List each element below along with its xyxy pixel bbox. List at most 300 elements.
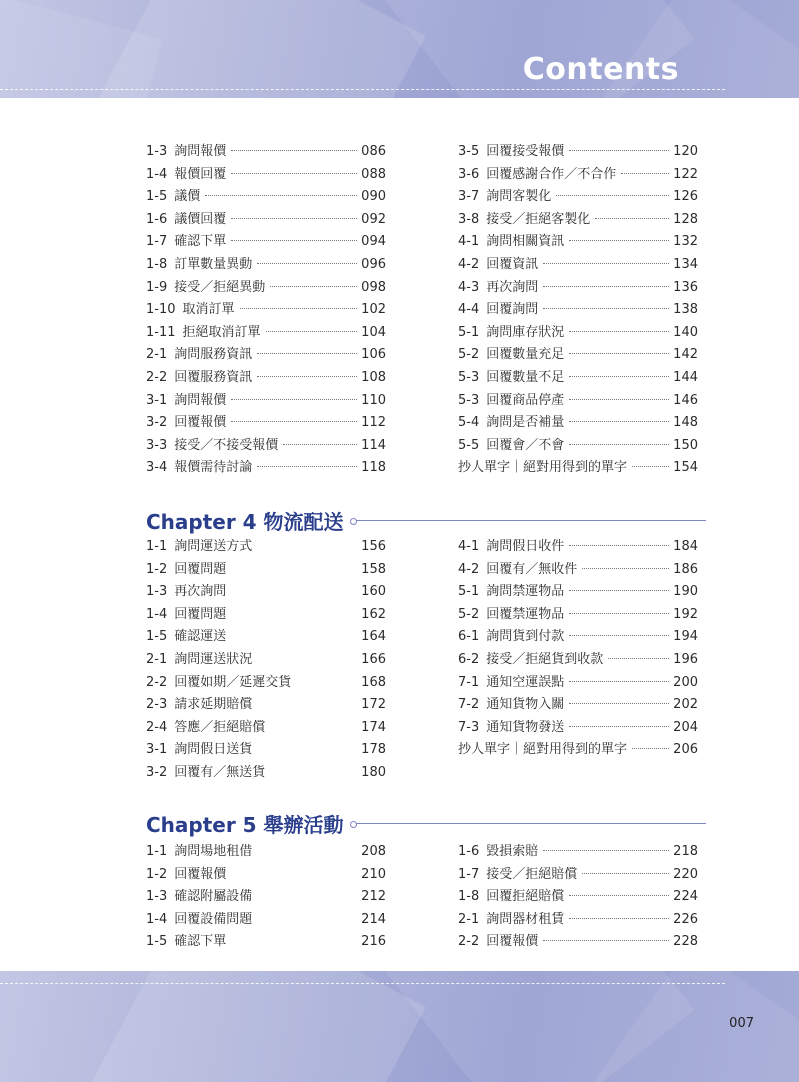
toc-entry-title: 拒絕取消訂單 xyxy=(182,324,261,340)
toc-entry-title: 回覆數量充足 xyxy=(486,347,565,363)
toc-leader-dots xyxy=(569,353,669,354)
toc-entry-title: 抄人單字｜絕對用得到的單字 xyxy=(458,742,628,758)
toc-entry[interactable] xyxy=(458,559,698,582)
toc-entry-title: 回覆問題 xyxy=(174,606,227,622)
toc-entry-page: 166 xyxy=(361,651,386,667)
toc-entry-title: 通知貨物發送 xyxy=(486,719,565,735)
toc-leader-dots xyxy=(231,613,357,614)
toc-leader-dots xyxy=(231,399,357,400)
toc-entry-page: 200 xyxy=(673,674,698,690)
toc-leader-dots xyxy=(257,895,357,896)
toc-entry-title: 詢問器材租賃 xyxy=(486,911,565,927)
toc-entry-title: 詢問假日收件 xyxy=(486,539,565,554)
toc-entry-number: 1-10 xyxy=(146,302,176,318)
toc-leader-dots xyxy=(257,658,357,659)
toc-entry-title: 回覆商品停產 xyxy=(486,392,565,408)
toc-entry-title: 議價 xyxy=(174,189,201,205)
toc-leader-dots xyxy=(569,681,669,682)
toc-entry[interactable] xyxy=(458,886,698,909)
toc-column-right xyxy=(458,141,698,480)
toc-entry-title: 報價回覆 xyxy=(174,166,227,182)
toc-entry-title: 接受／拒絕異動 xyxy=(174,279,266,295)
toc-entry[interactable] xyxy=(458,581,698,604)
toc-leader-dots xyxy=(270,726,357,727)
page-number: 007 xyxy=(729,1016,754,1031)
toc-leader-dots xyxy=(231,873,357,874)
toc-entry-page: 092 xyxy=(361,211,386,227)
toc-leader-dots xyxy=(569,331,669,332)
toc-leader-dots xyxy=(569,635,669,636)
toc-entry[interactable] xyxy=(458,412,698,435)
toc-entry[interactable] xyxy=(146,457,386,480)
toc-leader-dots xyxy=(257,353,357,354)
toc-entry-title: 詢問是否補量 xyxy=(486,415,565,431)
toc-leader-dots xyxy=(569,444,669,445)
toc-entry-number: 5-2 xyxy=(458,347,480,363)
toc-column-right xyxy=(458,536,698,762)
toc-entry-page: 144 xyxy=(673,369,698,385)
toc-entry-title: 回覆有／無收件 xyxy=(486,561,578,577)
toc-leader-dots xyxy=(231,568,357,569)
footer-band xyxy=(0,971,799,1082)
toc-entry[interactable] xyxy=(458,367,698,390)
toc-column-left xyxy=(146,536,386,785)
toc-entry-page: 108 xyxy=(361,369,386,385)
toc-entry[interactable] xyxy=(146,412,386,435)
toc-entry-number: 3-4 xyxy=(146,460,168,476)
toc-entry-page: 196 xyxy=(673,651,698,667)
toc-entry[interactable] xyxy=(146,909,386,932)
toc-entry[interactable] xyxy=(146,322,386,345)
toc-entry[interactable] xyxy=(458,164,698,187)
toc-leader-dots xyxy=(257,748,357,749)
toc-entry-title: 接受／拒絕貨到收款 xyxy=(486,651,604,667)
toc-entry-title: 詢問禁運物品 xyxy=(486,584,565,600)
toc-entry-number: 2-1 xyxy=(146,347,168,363)
toc-leader-dots xyxy=(296,681,357,682)
toc-entry-number: 1-11 xyxy=(146,324,176,340)
toc-entry[interactable] xyxy=(146,841,386,864)
toc-entry-page: 190 xyxy=(673,584,698,600)
toc-entry[interactable] xyxy=(146,626,386,649)
toc-leader-dots xyxy=(231,240,357,241)
footer-dashed-line xyxy=(0,983,725,984)
toc-entry[interactable] xyxy=(458,457,698,480)
chapter-rule xyxy=(356,823,706,824)
toc-entry-number: 2-1 xyxy=(146,651,168,667)
toc-entry-title: 回覆服務資訊 xyxy=(174,369,253,385)
toc-entry[interactable] xyxy=(458,694,698,717)
toc-entry[interactable] xyxy=(146,299,386,322)
toc-entry-title: 回覆詢問 xyxy=(486,302,539,318)
toc-entry-title: 詢問相關資訊 xyxy=(486,234,565,250)
toc-entry-page: 148 xyxy=(673,415,698,431)
toc-entry-number: 3-1 xyxy=(146,392,168,408)
toc-entry-number: 2-2 xyxy=(146,674,168,690)
toc-entry[interactable] xyxy=(458,390,698,413)
toc-entry-title: 詢問場地租借 xyxy=(174,844,253,859)
toc-entry[interactable] xyxy=(458,299,698,322)
toc-entry-page: 158 xyxy=(361,561,386,577)
toc-entry[interactable] xyxy=(146,186,386,209)
toc-column-left xyxy=(146,141,386,480)
toc-entry-page: 226 xyxy=(673,911,698,927)
toc-entry-title: 詢問貨到付款 xyxy=(486,629,565,645)
toc-entry-number: 3-2 xyxy=(146,764,168,780)
toc-entry-number: 2-2 xyxy=(458,934,480,950)
toc-leader-dots xyxy=(543,850,669,851)
toc-leader-dots xyxy=(608,658,669,659)
toc-entry[interactable] xyxy=(458,672,698,695)
toc-leader-dots xyxy=(270,286,357,287)
toc-entry-number: 1-4 xyxy=(146,606,168,622)
toc-entry-page: 154 xyxy=(673,460,698,476)
toc-entry[interactable] xyxy=(146,141,386,164)
toc-leader-dots xyxy=(231,218,357,219)
toc-entry-title: 再次詢問 xyxy=(486,279,539,295)
toc-leader-dots xyxy=(266,331,358,332)
toc-entry-number: 1-3 xyxy=(146,889,168,905)
toc-leader-dots xyxy=(632,466,669,467)
toc-entry-page: 160 xyxy=(361,584,386,600)
toc-entry[interactable] xyxy=(146,694,386,717)
toc-entry-page: 102 xyxy=(361,302,386,318)
toc-leader-dots xyxy=(270,771,357,772)
toc-entry[interactable] xyxy=(146,672,386,695)
toc-entry[interactable] xyxy=(146,717,386,740)
toc-leader-dots xyxy=(543,263,669,264)
toc-entry-number: 4-4 xyxy=(458,302,480,318)
toc-entry-title: 回覆感謝合作／不合作 xyxy=(486,166,617,182)
toc-entry-page: 106 xyxy=(361,347,386,363)
toc-entry[interactable] xyxy=(458,277,698,300)
toc-entry[interactable] xyxy=(146,739,386,762)
toc-entry-title: 議價回覆 xyxy=(174,211,227,227)
toc-entry[interactable] xyxy=(146,604,386,627)
toc-leader-dots xyxy=(257,703,357,704)
toc-entry-title: 再次詢問 xyxy=(174,584,227,600)
toc-entry-number: 5-5 xyxy=(458,437,480,453)
toc-entry[interactable] xyxy=(458,931,698,954)
toc-entry[interactable] xyxy=(146,435,386,458)
toc-entry-number: 1-3 xyxy=(146,584,168,600)
toc-entry[interactable] xyxy=(458,604,698,627)
toc-entry-title: 回覆問題 xyxy=(174,561,227,577)
toc-entry-title: 回覆如期／延遲交貨 xyxy=(174,674,292,690)
toc-entry[interactable] xyxy=(146,581,386,604)
toc-entry-title: 詢問報價 xyxy=(174,392,227,408)
toc-entry-title: 詢問運送方式 xyxy=(174,539,253,554)
toc-entry-title: 訂單數量異動 xyxy=(174,256,253,272)
toc-leader-dots xyxy=(231,635,357,636)
toc-entry-page: 206 xyxy=(673,742,698,758)
toc-entry[interactable] xyxy=(458,322,698,345)
toc-entry-title: 答應／拒絕賠償 xyxy=(174,719,266,735)
toc-leader-dots xyxy=(632,748,669,749)
toc-entry-number: 1-9 xyxy=(146,279,168,295)
toc-entry-number: 3-5 xyxy=(458,144,480,159)
toc-leader-dots xyxy=(543,286,669,287)
toc-leader-dots xyxy=(569,895,669,896)
toc-entry-title: 詢問運送狀況 xyxy=(174,651,253,667)
toc-entry-page: 186 xyxy=(673,561,698,577)
toc-entry-number: 1-3 xyxy=(146,144,168,159)
toc-leader-dots xyxy=(240,308,358,309)
toc-entry-page: 104 xyxy=(361,324,386,340)
toc-entry-title: 回覆禁運物品 xyxy=(486,606,565,622)
toc-leader-dots xyxy=(231,421,357,422)
toc-entry-number: 1-2 xyxy=(146,561,168,577)
toc-entry-title: 回覆設備問題 xyxy=(174,911,253,927)
toc-leader-dots xyxy=(569,918,669,919)
toc-entry[interactable] xyxy=(146,649,386,672)
toc-entry[interactable] xyxy=(146,762,386,785)
toc-entry-page: 136 xyxy=(673,279,698,295)
chapter-heading xyxy=(146,505,706,535)
toc-leader-dots xyxy=(569,399,669,400)
toc-entry-number: 2-2 xyxy=(146,369,168,385)
toc-entry[interactable] xyxy=(458,141,698,164)
toc-leader-dots xyxy=(556,195,669,196)
toc-entry[interactable] xyxy=(458,649,698,672)
chapter-title: Chapter 4 物流配送 xyxy=(146,509,344,534)
toc-entry-title: 回覆報價 xyxy=(486,934,539,950)
toc-entry-page: 184 xyxy=(673,539,698,554)
toc-entry[interactable] xyxy=(146,559,386,582)
toc-entry-title: 毀損索賠 xyxy=(486,844,539,859)
toc-entry-number: 1-5 xyxy=(146,629,168,645)
toc-entry-title: 報價需待討論 xyxy=(174,460,253,476)
toc-entry-title: 確認下單 xyxy=(174,234,227,250)
toc-entry-page: 224 xyxy=(673,889,698,905)
toc-entry-page: 134 xyxy=(673,256,698,272)
toc-entry-page: 220 xyxy=(673,866,698,882)
toc-entry-page: 164 xyxy=(361,629,386,645)
toc-entry-page: 090 xyxy=(361,189,386,205)
toc-entry-page: 098 xyxy=(361,279,386,295)
toc-entry-title: 回覆資訊 xyxy=(486,256,539,272)
toc-leader-dots xyxy=(595,218,669,219)
toc-entry[interactable] xyxy=(458,344,698,367)
toc-entry-page: 228 xyxy=(673,934,698,950)
toc-entry[interactable] xyxy=(458,186,698,209)
toc-entry-title: 回覆報價 xyxy=(174,415,227,431)
toc-entry-page: 122 xyxy=(673,166,698,182)
toc-entry-page: 128 xyxy=(673,211,698,227)
toc-entry-page: 086 xyxy=(361,144,386,159)
toc-entry-number: 1-8 xyxy=(458,889,480,905)
toc-entry-number: 6-2 xyxy=(458,651,480,667)
toc-entry[interactable] xyxy=(146,536,386,559)
toc-entry-title: 回覆報價 xyxy=(174,866,227,882)
toc-entry[interactable] xyxy=(146,231,386,254)
toc-entry-page: 142 xyxy=(673,347,698,363)
toc-entry-page: 088 xyxy=(361,166,386,182)
toc-entry[interactable] xyxy=(146,164,386,187)
toc-entry-number: 4-1 xyxy=(458,539,480,554)
toc-entry-number: 5-3 xyxy=(458,392,480,408)
toc-leader-dots xyxy=(621,173,669,174)
chapter-heading xyxy=(146,808,706,838)
toc-entry[interactable] xyxy=(458,254,698,277)
toc-entry-number: 5-1 xyxy=(458,584,480,600)
toc-entry-page: 126 xyxy=(673,189,698,205)
toc-entry[interactable] xyxy=(146,254,386,277)
toc-column-right xyxy=(458,841,698,954)
toc-entry-number: 3-3 xyxy=(146,437,168,453)
toc-entry-title: 詢問庫存狀況 xyxy=(486,324,565,340)
toc-entry-title: 詢問報價 xyxy=(174,144,227,159)
toc-entry-page: 146 xyxy=(673,392,698,408)
toc-entry-number: 2-4 xyxy=(146,719,168,735)
toc-entry-number: 5-3 xyxy=(458,369,480,385)
toc-leader-dots xyxy=(257,376,357,377)
toc-entry-number: 4-2 xyxy=(458,561,480,577)
toc-entry[interactable] xyxy=(458,536,698,559)
toc-leader-dots xyxy=(543,308,669,309)
toc-entry-title: 回覆有／無送貨 xyxy=(174,764,266,780)
toc-entry[interactable] xyxy=(458,435,698,458)
toc-entry-page: 112 xyxy=(361,415,386,431)
toc-entry[interactable] xyxy=(458,739,698,762)
toc-entry[interactable] xyxy=(458,717,698,740)
toc-entry[interactable] xyxy=(146,864,386,887)
toc-leader-dots xyxy=(257,466,357,467)
toc-leader-dots xyxy=(257,850,357,851)
toc-entry-number: 3-2 xyxy=(146,415,168,431)
toc-entry[interactable] xyxy=(146,390,386,413)
toc-entry[interactable] xyxy=(146,209,386,232)
toc-entry-page: 218 xyxy=(673,844,698,859)
toc-entry-number: 1-6 xyxy=(458,844,480,859)
toc-entry-title: 通知空運誤點 xyxy=(486,674,565,690)
toc-entry-number: 3-1 xyxy=(146,742,168,758)
toc-leader-dots xyxy=(569,240,669,241)
toc-leader-dots xyxy=(283,444,357,445)
toc-leader-dots xyxy=(257,263,357,264)
header-facet xyxy=(74,0,426,98)
toc-leader-dots xyxy=(543,940,669,941)
toc-entry[interactable] xyxy=(146,886,386,909)
toc-entry-page: 208 xyxy=(361,844,386,859)
toc-leader-dots xyxy=(569,376,669,377)
toc-entry-number: 1-1 xyxy=(146,844,168,859)
toc-entry-page: 174 xyxy=(361,719,386,735)
toc-entry[interactable] xyxy=(458,909,698,932)
footer-facet xyxy=(74,971,426,1082)
toc-entry-number: 7-3 xyxy=(458,719,480,735)
toc-entry[interactable] xyxy=(458,864,698,887)
toc-entry-number: 2-1 xyxy=(458,911,480,927)
toc-entry-page: 156 xyxy=(361,539,386,554)
toc-entry-number: 6-1 xyxy=(458,629,480,645)
toc-entry-page: 168 xyxy=(361,674,386,690)
toc-leader-dots xyxy=(231,940,357,941)
toc-entry-number: 4-2 xyxy=(458,256,480,272)
toc-entry-number: 1-4 xyxy=(146,166,168,182)
toc-entry-title: 確認附屬設備 xyxy=(174,889,253,905)
toc-entry-number: 1-5 xyxy=(146,189,168,205)
toc-leader-dots xyxy=(569,545,669,546)
toc-entry[interactable] xyxy=(146,344,386,367)
toc-leader-dots xyxy=(582,568,669,569)
toc-entry-number: 1-7 xyxy=(458,866,480,882)
toc-entry-page: 194 xyxy=(673,629,698,645)
toc-entry-page: 118 xyxy=(361,460,386,476)
toc-entry-number: 1-7 xyxy=(146,234,168,250)
toc-leader-dots xyxy=(257,545,357,546)
toc-entry-title: 確認下單 xyxy=(174,934,227,950)
toc-entry-number: 1-5 xyxy=(146,934,168,950)
toc-entry-page: 172 xyxy=(361,697,386,713)
toc-entry-page: 150 xyxy=(673,437,698,453)
chapter-title: Chapter 5 舉辦活動 xyxy=(146,812,344,837)
chapter-rule xyxy=(356,520,706,521)
toc-leader-dots xyxy=(569,726,669,727)
toc-entry-number: 7-1 xyxy=(458,674,480,690)
toc-entry-title: 詢問客製化 xyxy=(486,189,552,205)
toc-entry-page: 110 xyxy=(361,392,386,408)
toc-entry[interactable] xyxy=(146,277,386,300)
toc-entry[interactable] xyxy=(458,209,698,232)
toc-entry-number: 5-4 xyxy=(458,415,480,431)
toc-leader-dots xyxy=(205,195,357,196)
toc-leader-dots xyxy=(231,590,357,591)
toc-entry-title: 回覆接受報價 xyxy=(486,144,565,159)
header-dashed-line xyxy=(0,89,725,90)
toc-entry-number: 3-8 xyxy=(458,211,480,227)
toc-entry-title: 通知貨物入關 xyxy=(486,697,565,713)
toc-entry-page: 114 xyxy=(361,437,386,453)
header-band xyxy=(0,0,799,98)
toc-leader-dots xyxy=(231,173,357,174)
toc-entry-number: 1-4 xyxy=(146,911,168,927)
toc-entry[interactable] xyxy=(458,841,698,864)
toc-entry-title: 詢問服務資訊 xyxy=(174,347,253,363)
toc-entry-title: 確認運送 xyxy=(174,629,227,645)
toc-entry-title: 接受／拒絕客製化 xyxy=(486,211,591,227)
toc-entry-title: 取消訂單 xyxy=(182,302,235,318)
toc-entry[interactable] xyxy=(458,626,698,649)
toc-entry-title: 回覆拒絕賠償 xyxy=(486,889,565,905)
toc-entry-number: 1-6 xyxy=(146,211,168,227)
toc-leader-dots xyxy=(582,873,669,874)
toc-entry[interactable] xyxy=(146,931,386,954)
toc-column-left xyxy=(146,841,386,954)
toc-entry-page: 202 xyxy=(673,697,698,713)
toc-entry-title: 回覆數量不足 xyxy=(486,369,565,385)
toc-entry-page: 162 xyxy=(361,606,386,622)
toc-entry-page: 212 xyxy=(361,889,386,905)
toc-entry-number: 1-2 xyxy=(146,866,168,882)
toc-entry-page: 138 xyxy=(673,302,698,318)
toc-entry-number: 1-1 xyxy=(146,539,168,554)
toc-leader-dots xyxy=(569,150,669,151)
toc-entry-page: 094 xyxy=(361,234,386,250)
toc-entry-title: 詢問假日送貨 xyxy=(174,742,253,758)
toc-entry-page: 096 xyxy=(361,256,386,272)
toc-entry-number: 5-1 xyxy=(458,324,480,340)
toc-entry-page: 216 xyxy=(361,934,386,950)
toc-entry[interactable] xyxy=(146,367,386,390)
toc-entry-page: 204 xyxy=(673,719,698,735)
toc-entry-page: 120 xyxy=(673,144,698,159)
toc-entry-number: 1-8 xyxy=(146,256,168,272)
page-title: Contents xyxy=(522,52,679,87)
toc-entry-title: 請求延期賠償 xyxy=(174,697,253,713)
toc-entry-number: 2-3 xyxy=(146,697,168,713)
toc-entry[interactable] xyxy=(458,231,698,254)
